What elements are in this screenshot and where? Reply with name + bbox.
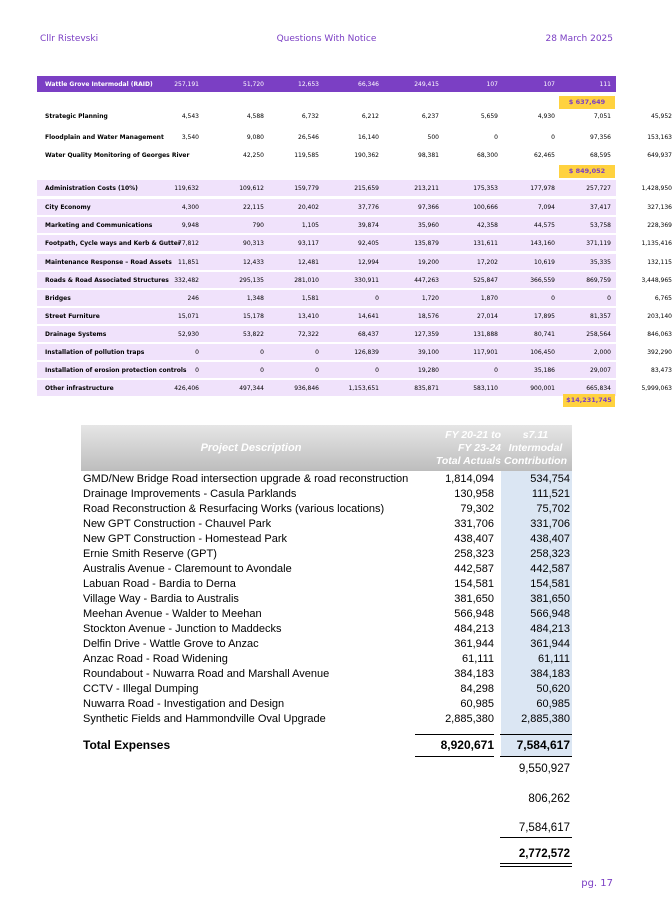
- row-value: 119,632: [174, 184, 199, 192]
- row-value: 77,812: [178, 239, 199, 247]
- table-row: [81, 487, 572, 502]
- row-label: Wattle Grove Intermodal (RAID): [45, 80, 153, 88]
- row-value: 81,357: [590, 312, 611, 320]
- row-value: 13,410: [298, 312, 319, 320]
- contribution: 111,521: [531, 488, 570, 500]
- row-value: 90,313: [243, 239, 264, 247]
- total-actuals: 84,298: [460, 683, 494, 695]
- row-value: 371,119: [586, 239, 611, 247]
- row-value: 4,930: [537, 112, 555, 120]
- row-value: 0: [375, 366, 379, 374]
- row-value: 92,405: [358, 239, 379, 247]
- row-value: 203,140: [647, 312, 672, 320]
- contribution: 2,885,380: [521, 713, 570, 725]
- upper-table-row: [37, 129, 672, 145]
- underline: [415, 756, 494, 757]
- row-value: 10,619: [534, 258, 555, 266]
- project-description: Meehan Avenue - Walder to Meehan: [83, 608, 262, 620]
- header-date: 28 March 2025: [545, 34, 613, 44]
- row-value: 16,140: [358, 133, 379, 141]
- upper-table-row: [37, 344, 672, 360]
- row-label: Floodplain and Water Management: [45, 133, 164, 141]
- table-row: [81, 472, 572, 487]
- table-row: [81, 622, 572, 637]
- row-value: 175,353: [473, 184, 498, 192]
- row-value: 37,417: [590, 203, 611, 211]
- upper-table-row: [37, 308, 672, 324]
- row-value: 1,581: [301, 294, 319, 302]
- row-value: 12,481: [298, 258, 319, 266]
- project-description: Australis Avenue - Claremount to Avondale: [83, 563, 292, 575]
- extra-value-1: 9,550,927: [518, 763, 570, 775]
- contribution: 361,944: [530, 638, 570, 650]
- row-label: Water Quality Monitoring of Georges River: [45, 151, 190, 159]
- row-label: Marketing and Communications: [45, 221, 153, 229]
- row-value: 12,433: [243, 258, 264, 266]
- total-actuals: 2,885,380: [445, 713, 494, 725]
- project-description: Ernie Smith Reserve (GPT): [83, 548, 217, 560]
- project-description: Labuan Road - Bardia to Derna: [83, 578, 236, 590]
- total-actuals: 61,111: [461, 653, 494, 665]
- row-value: 5,999,063: [641, 384, 672, 392]
- row-value: 637,649: [647, 80, 672, 88]
- row-value: 0: [494, 133, 498, 141]
- row-value: 19,280: [418, 366, 439, 374]
- row-value: 80,741: [534, 330, 555, 338]
- row-value: 131,888: [473, 330, 498, 338]
- row-value: 35,186: [534, 366, 555, 374]
- row-label: Footpath, Cycle ways and Kerb & Gutter: [45, 239, 181, 247]
- row-value: 97,366: [418, 203, 439, 211]
- row-value: 98,381: [418, 151, 439, 159]
- row-value: 497,344: [239, 384, 264, 392]
- row-value: 228,369: [647, 221, 672, 229]
- contribution: 154,581: [530, 578, 570, 590]
- row-value: 107: [543, 80, 555, 88]
- row-value: 665,834: [586, 384, 611, 392]
- table-row: [81, 592, 572, 607]
- row-value: 0: [260, 366, 264, 374]
- row-value: 6,765: [654, 294, 672, 302]
- subtotal-highlight-3: $14,231,745: [563, 394, 615, 407]
- row-value: 35,335: [590, 258, 611, 266]
- row-value: 29,007: [590, 366, 611, 374]
- row-value: 0: [195, 366, 199, 374]
- row-label: Drainage Systems: [45, 330, 107, 338]
- underline: [500, 863, 572, 864]
- header-project-description: Project Description: [200, 442, 302, 454]
- row-value: 4,588: [246, 112, 264, 120]
- contribution: 384,183: [530, 668, 570, 680]
- contribution: 75,702: [536, 503, 570, 515]
- project-description: Delfin Drive - Wattle Grove to Anzac: [83, 638, 259, 650]
- row-value: 366,559: [530, 276, 555, 284]
- row-label: Strategic Planning: [45, 112, 108, 120]
- table-row: [81, 652, 572, 667]
- row-value: 42,358: [477, 221, 498, 229]
- row-value: 1,428,950: [641, 184, 672, 192]
- total-actuals: 438,407: [454, 533, 494, 545]
- project-description: Nuwarra Road - Investigation and Design: [83, 698, 285, 710]
- row-value: 790: [252, 221, 264, 229]
- row-value: 109,612: [239, 184, 264, 192]
- table-row: [81, 682, 572, 697]
- upper-table-row: [37, 272, 672, 288]
- upper-table-row: [37, 147, 672, 163]
- row-value: 68,300: [477, 151, 498, 159]
- row-value: 22,115: [243, 203, 264, 211]
- row-value: 7,051: [593, 112, 611, 120]
- contribution: 534,754: [530, 473, 570, 485]
- total-actuals: 60,985: [460, 698, 494, 710]
- row-value: 131,611: [473, 239, 498, 247]
- row-value: 190,362: [354, 151, 379, 159]
- contribution: 438,407: [530, 533, 570, 545]
- row-value: 35,960: [418, 221, 439, 229]
- row-label: Installation of erosion protection controls: [45, 366, 187, 374]
- row-value: 93,117: [298, 239, 319, 247]
- row-value: 249,415: [414, 80, 439, 88]
- table-row: [81, 637, 572, 652]
- row-value: 1,870: [480, 294, 498, 302]
- total-actuals: 79,302: [460, 503, 494, 515]
- total-actuals: 566,948: [454, 608, 494, 620]
- row-value: 53,758: [590, 221, 611, 229]
- contribution: 60,985: [536, 698, 570, 710]
- row-value: 846,063: [647, 330, 672, 338]
- row-value: 0: [315, 348, 319, 356]
- row-value: 6,212: [361, 112, 379, 120]
- table-row: [81, 502, 572, 517]
- contribution: 442,587: [530, 563, 570, 575]
- row-value: 18,576: [418, 312, 439, 320]
- project-description: CCTV - Illegal Dumping: [83, 683, 199, 695]
- project-table-header: [81, 425, 572, 471]
- underline: [500, 837, 572, 838]
- row-value: 12,653: [298, 80, 319, 88]
- row-value: 869,759: [586, 276, 611, 284]
- row-value: 68,437: [358, 330, 379, 338]
- project-description: Stockton Avenue - Junction to Maddecks: [83, 623, 282, 635]
- row-value: 0: [551, 133, 555, 141]
- row-value: 106,450: [530, 348, 555, 356]
- underline: [500, 866, 572, 867]
- row-value: 0: [551, 294, 555, 302]
- table-row: [81, 697, 572, 712]
- row-value: 52,930: [178, 330, 199, 338]
- row-value: 1,720: [421, 294, 439, 302]
- row-value: 583,110: [473, 384, 498, 392]
- row-value: 327,136: [647, 203, 672, 211]
- row-value: 0: [195, 348, 199, 356]
- row-value: 42,250: [243, 151, 264, 159]
- underline: [415, 734, 494, 735]
- project-description: Drainage Improvements - Casula Parklands: [83, 488, 297, 500]
- row-value: 27,014: [477, 312, 498, 320]
- table-row: [81, 532, 572, 547]
- row-value: 1,348: [246, 294, 264, 302]
- row-value: 6,237: [421, 112, 439, 120]
- header-author: Cllr Ristevski: [40, 34, 99, 44]
- project-description: Road Reconstruction & Resurfacing Works (various locations): [83, 503, 385, 515]
- row-value: 117,901: [473, 348, 498, 356]
- row-value: 426,406: [174, 384, 199, 392]
- row-label: Installation of pollution traps: [45, 348, 145, 356]
- total-actuals: 1,814,094: [445, 473, 494, 485]
- upper-table-row: [37, 254, 672, 270]
- row-value: 97,356: [590, 133, 611, 141]
- row-value: 17,202: [477, 258, 498, 266]
- contribution: 566,948: [530, 608, 570, 620]
- row-value: 12,994: [358, 258, 379, 266]
- total-actuals: 384,183: [454, 668, 494, 680]
- total-actuals: 154,581: [454, 578, 494, 590]
- contribution: 61,111: [537, 653, 570, 665]
- row-value: 2,000: [593, 348, 611, 356]
- row-value: 3,540: [181, 133, 199, 141]
- page-number: pg. 17: [581, 878, 613, 889]
- contribution: 484,213: [530, 623, 570, 635]
- row-value: 127,359: [414, 330, 439, 338]
- row-value: 0: [315, 366, 319, 374]
- row-value: 525,847: [473, 276, 498, 284]
- row-value: 295,135: [239, 276, 264, 284]
- row-value: 159,779: [294, 184, 319, 192]
- row-value: 17,895: [534, 312, 555, 320]
- row-value: 14,641: [358, 312, 379, 320]
- row-value: 1,135,416: [641, 239, 672, 247]
- row-value: 447,263: [414, 276, 439, 284]
- contribution: 258,323: [530, 548, 570, 560]
- row-value: 0: [375, 294, 379, 302]
- row-value: 39,874: [358, 221, 379, 229]
- row-value: 1,105: [301, 221, 319, 229]
- row-value: 44,575: [534, 221, 555, 229]
- row-value: 330,911: [354, 276, 379, 284]
- row-label: Maintenance Response – Road Assets: [45, 258, 172, 266]
- row-value: 11,851: [178, 258, 199, 266]
- upper-table-row: [37, 108, 672, 124]
- project-description: Synthetic Fields and Hammondville Oval Upgrade: [83, 713, 326, 725]
- row-value: 7,094: [537, 203, 555, 211]
- row-value: 107: [486, 80, 498, 88]
- row-value: 0: [494, 366, 498, 374]
- upper-table-row: [37, 217, 672, 233]
- row-value: 835,871: [414, 384, 439, 392]
- row-value: 6,732: [301, 112, 319, 120]
- row-value: 9,080: [246, 133, 264, 141]
- row-value: 0: [260, 348, 264, 356]
- row-label: Other infrastructure: [45, 384, 114, 392]
- row-value: 213,211: [414, 184, 439, 192]
- row-value: 100,666: [473, 203, 498, 211]
- total-actuals: 484,213: [454, 623, 494, 635]
- row-value: 111: [599, 80, 611, 88]
- extra-value-4: 2,772,572: [518, 848, 570, 860]
- row-value: 83,473: [651, 366, 672, 374]
- upper-table-row: [37, 76, 672, 92]
- row-value: 3,448,965: [641, 276, 672, 284]
- row-value: 257,191: [174, 80, 199, 88]
- upper-table-row: [37, 380, 672, 396]
- total-label: Total Expenses: [83, 738, 171, 752]
- subtotal-highlight-1: $ 637,649: [559, 96, 615, 109]
- underline: [500, 756, 572, 757]
- row-value: 246: [187, 294, 199, 302]
- row-value: 4,543: [181, 112, 199, 120]
- project-description: GMD/New Bridge Road intersection upgrade & road reconstruction: [83, 473, 409, 485]
- row-value: 119,585: [294, 151, 319, 159]
- table-row: [81, 547, 572, 562]
- row-value: 15,071: [178, 312, 199, 320]
- row-value: 649,937: [647, 151, 672, 159]
- row-label: Roads & Road Associated Structures: [45, 276, 169, 284]
- total-actuals: 361,944: [454, 638, 494, 650]
- row-value: 1,153,651: [348, 384, 379, 392]
- row-value: 20,402: [298, 203, 319, 211]
- row-value: 72,322: [298, 330, 319, 338]
- row-label: City Economy: [45, 203, 91, 211]
- row-label: Bridges: [45, 294, 71, 302]
- row-value: 15,178: [243, 312, 264, 320]
- row-value: 9,948: [181, 221, 199, 229]
- row-value: 5,659: [480, 112, 498, 120]
- row-value: 281,010: [294, 276, 319, 284]
- row-value: 500: [427, 133, 439, 141]
- upper-table-row: [37, 199, 672, 215]
- table-row: [81, 667, 572, 682]
- contribution: 381,650: [530, 593, 570, 605]
- table-row: [81, 577, 572, 592]
- upper-table-row: [37, 362, 672, 378]
- row-value: 936,846: [294, 384, 319, 392]
- row-value: 19,200: [418, 258, 439, 266]
- table-row: [81, 607, 572, 622]
- extra-value-3: 7,584,617: [518, 822, 570, 834]
- project-description: Village Way - Bardia to Australis: [83, 593, 239, 605]
- upper-table-row: [37, 290, 672, 306]
- row-value: 258,564: [586, 330, 611, 338]
- project-description: Anzac Road - Road Widening: [83, 653, 228, 665]
- row-value: 126,839: [354, 348, 379, 356]
- table-row: [81, 562, 572, 577]
- table-row: [81, 712, 572, 727]
- underline: [500, 734, 572, 735]
- row-value: 177,978: [530, 184, 555, 192]
- subtotal-highlight-2: $ 849,052: [559, 165, 615, 178]
- row-value: 4,300: [181, 203, 199, 211]
- row-value: 153,163: [647, 133, 672, 141]
- row-value: 135,879: [414, 239, 439, 247]
- total-contribution: 7,584,617: [516, 738, 570, 752]
- row-value: 37,776: [358, 203, 379, 211]
- row-label: Administration Costs (10%): [45, 184, 138, 192]
- row-value: 51,720: [243, 80, 264, 88]
- row-value: 143,160: [530, 239, 555, 247]
- row-value: 53,822: [243, 330, 264, 338]
- row-value: 39,100: [418, 348, 439, 356]
- total-expenses-row: [81, 734, 572, 756]
- row-value: 257,727: [586, 184, 611, 192]
- row-value: 132,115: [647, 258, 672, 266]
- row-value: 66,346: [358, 80, 379, 88]
- row-value: 26,546: [298, 133, 319, 141]
- extra-value-2: 806,262: [528, 793, 570, 805]
- header-total-actuals: FY 20-21 to FY 23-24 Total Actuals: [435, 429, 501, 467]
- row-value: 215,659: [354, 184, 379, 192]
- total-actuals: 130,958: [454, 488, 494, 500]
- total-actuals: 442,587: [454, 563, 494, 575]
- total-actuals: 8,920,671: [440, 738, 494, 752]
- row-label: Street Furniture: [45, 312, 100, 320]
- row-value: 68,595: [590, 151, 611, 159]
- header-title: Questions With Notice: [276, 34, 377, 44]
- row-value: 900,001: [530, 384, 555, 392]
- upper-table-row: [37, 235, 672, 251]
- upper-table-row: [37, 326, 672, 342]
- header-contribution: s7.11 Intermodal Contribution: [504, 429, 567, 467]
- contribution: 50,620: [536, 683, 570, 695]
- upper-table-row: [37, 180, 672, 196]
- row-value: 62,465: [534, 151, 555, 159]
- project-description: New GPT Construction - Homestead Park: [83, 533, 287, 545]
- project-description: Roundabout - Nuwarra Road and Marshall Avenue: [83, 668, 330, 680]
- project-description: New GPT Construction - Chauvel Park: [83, 518, 272, 530]
- total-actuals: 381,650: [454, 593, 494, 605]
- row-value: 392,290: [647, 348, 672, 356]
- contribution: 331,706: [530, 518, 570, 530]
- total-actuals: 258,323: [454, 548, 494, 560]
- row-value: 332,482: [174, 276, 199, 284]
- total-actuals: 331,706: [454, 518, 494, 530]
- table-row: [81, 517, 572, 532]
- row-value: 45,952: [651, 112, 672, 120]
- row-value: 0: [607, 294, 611, 302]
